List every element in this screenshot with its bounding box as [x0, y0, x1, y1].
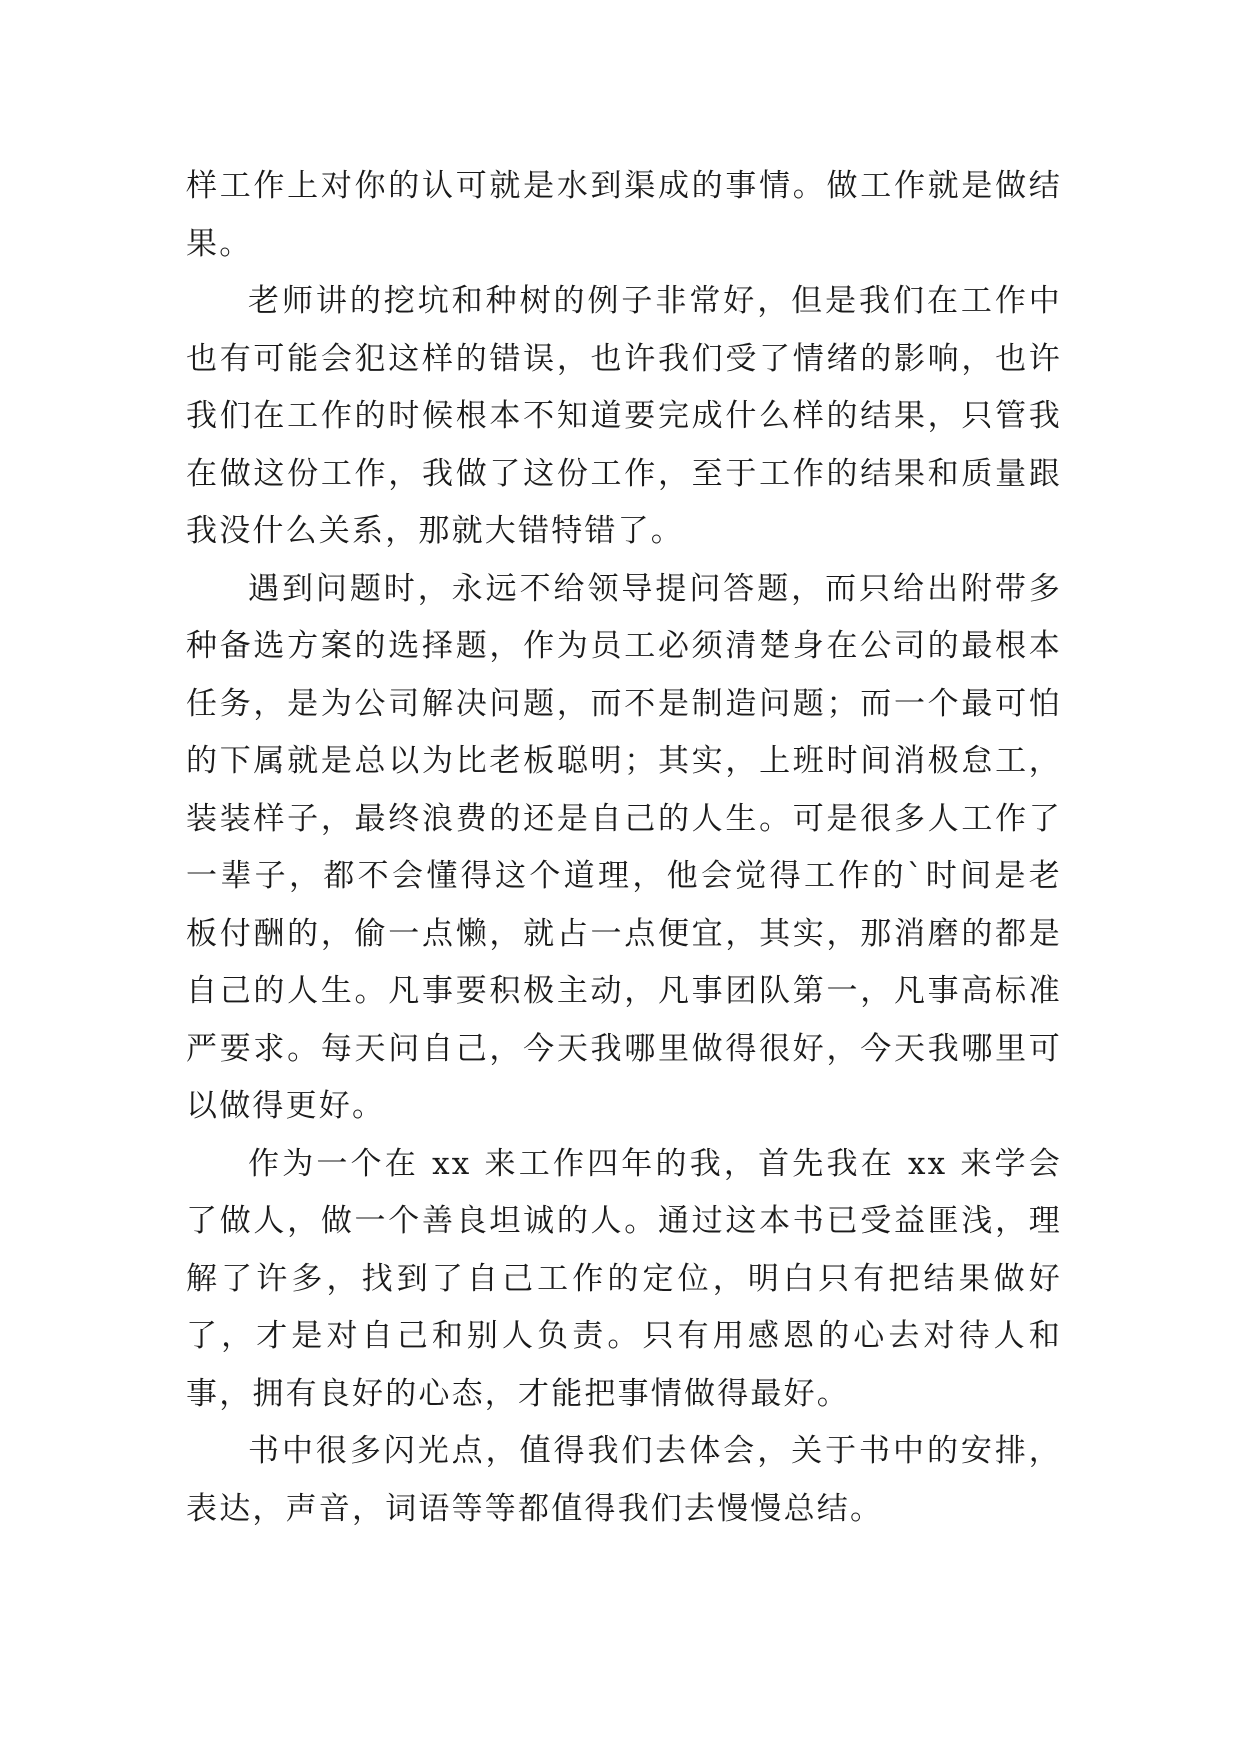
paragraph-1: 样工作上对你的认可就是水到渠成的事情。做工作就是做结果。 — [186, 168, 1062, 262]
document-body — [186, 158, 1062, 1538]
paragraph-3: 遇到问题时，永远不给领导提问答题，而只给出附带多种备选方案的选择题，作为员工必须清楚身在公司的最根本任务，是为公司解决问题，而不是制造问题；而一个最可怕的下属就是总以为比老板聪明；其实，上班时间消极怠工，装装样子，最终浪费的还是自己的人生。可是很多人工作了一辈子，都不会懂得这个道理，他会觉得工作的`时间是老板付酬的，偷一点懒，就占一点便宜，其实，那消磨的都是自己的人生。凡事要积极主动，凡事团队第一，凡事高标准严要求。每天问自己，今天我哪里做得很好，今天我哪里可以做得更好。 — [186, 570, 1062, 1124]
paragraph-5: 书中很多闪光点，值得我们去体会，关于书中的安排，表达，声音，词语等等都值得我们去慢慢总结。 — [186, 1433, 1062, 1527]
paragraph-4: 作为一个在 xx 来工作四年的我，首先我在 xx 来学会了做人，做一个善良坦诚的人。通过这本书已受益匪浅，理解了许多，找到了自己工作的定位，明白只有把结果做好了，才是对自己和别人负责。只有用感恩的心去对待人和事，拥有良好的心态，才能把事情做得最好。 — [186, 1145, 1062, 1412]
paragraph-2: 老师讲的挖坑和种树的例子非常好，但是我们在工作中也有可能会犯这样的错误，也许我们受了情绪的影响，也许我们在工作的时候根本不知道要完成什么样的结果，只管我在做这份工作，我做了这份工作，至于工作的结果和质量跟我没什么关系，那就大错特错了。 — [186, 283, 1062, 549]
